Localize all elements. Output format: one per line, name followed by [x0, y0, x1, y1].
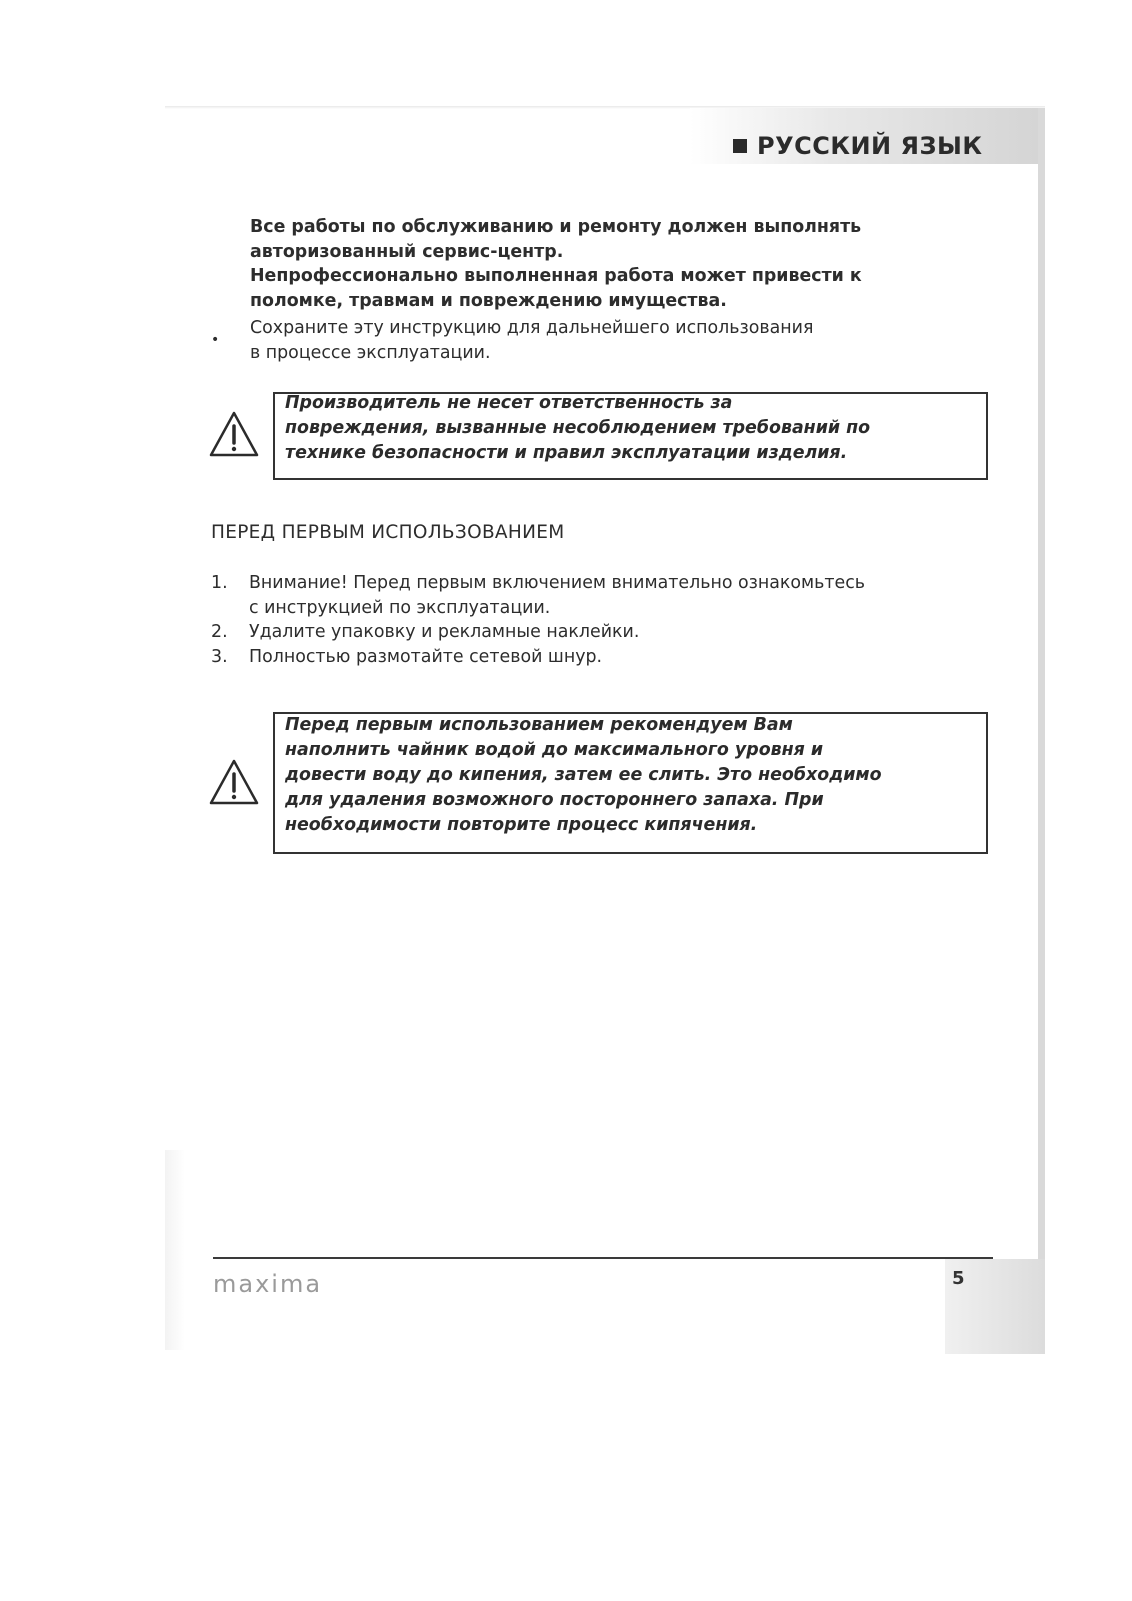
list-item-text-cont: с инструкцией по эксплуатации.	[249, 597, 551, 618]
warning1-line-2: повреждения, вызванные несоблюдением требований по	[285, 418, 871, 438]
list-item-number: 2.	[211, 622, 228, 642]
intro-line-2: авторизованный сервис-центр.	[250, 242, 564, 262]
list-item-text: Удалите упаковку и рекламные наклейки.	[249, 622, 640, 642]
intro-line-4: поломке, травмам и повреждению имущества.	[250, 291, 727, 311]
language-label: РУССКИЙ ЯЗЫК	[757, 132, 983, 160]
warning1-line-3: технике безопасности и правил эксплуатации изделия.	[285, 443, 848, 463]
bullet-marker: •	[211, 332, 220, 348]
intro-line-1: Все работы по обслуживанию и ремонту должен выполнять	[250, 217, 862, 237]
warning-box-1	[273, 392, 988, 480]
warning1-line-1: Производитель не несет ответственность за	[285, 393, 733, 413]
warning-box-2	[273, 712, 988, 854]
footer-rule	[213, 1257, 993, 1259]
list-item	[211, 645, 602, 670]
page-left-shade	[165, 1150, 185, 1350]
bullet-line-1: Сохраните эту инструкцию для дальнейшего использования	[250, 318, 814, 338]
page-number: 5	[952, 1268, 965, 1289]
section-title: ПЕРЕД ПЕРВЫМ ИСПОЛЬЗОВАНИЕМ	[211, 522, 565, 543]
list-item-number: 3.	[211, 647, 228, 667]
list-item-text: Внимание! Перед первым включением внимательно ознакомьтесь	[249, 573, 866, 593]
warning-triangle-icon	[208, 410, 260, 458]
intro-line-3: Непрофессионально выполненная работа может привести к	[250, 266, 862, 286]
warning2-line-1: Перед первым использованием рекомендуем Вам	[285, 715, 793, 735]
warning2-line-2: наполнить чайник водой до максимального уровня и	[285, 740, 824, 760]
list-item	[211, 620, 639, 645]
side-band	[1038, 108, 1045, 1354]
list-item	[211, 571, 865, 620]
bullet-line-2: в процессе эксплуатации.	[250, 343, 491, 363]
brand-logo: maxima	[213, 1270, 323, 1298]
list-item-text: Полностью размотайте сетевой шнур.	[249, 647, 603, 667]
warning2-line-4: для удаления возможного постороннего запаха. При	[285, 790, 824, 810]
list-item-number: 1.	[211, 573, 228, 593]
warning-triangle-icon	[208, 758, 260, 806]
warning2-line-3: довести воду до кипения, затем ее слить. Это необходимо	[285, 765, 882, 785]
warning2-line-5: необходимости повторите процесс кипячения.	[285, 815, 758, 835]
